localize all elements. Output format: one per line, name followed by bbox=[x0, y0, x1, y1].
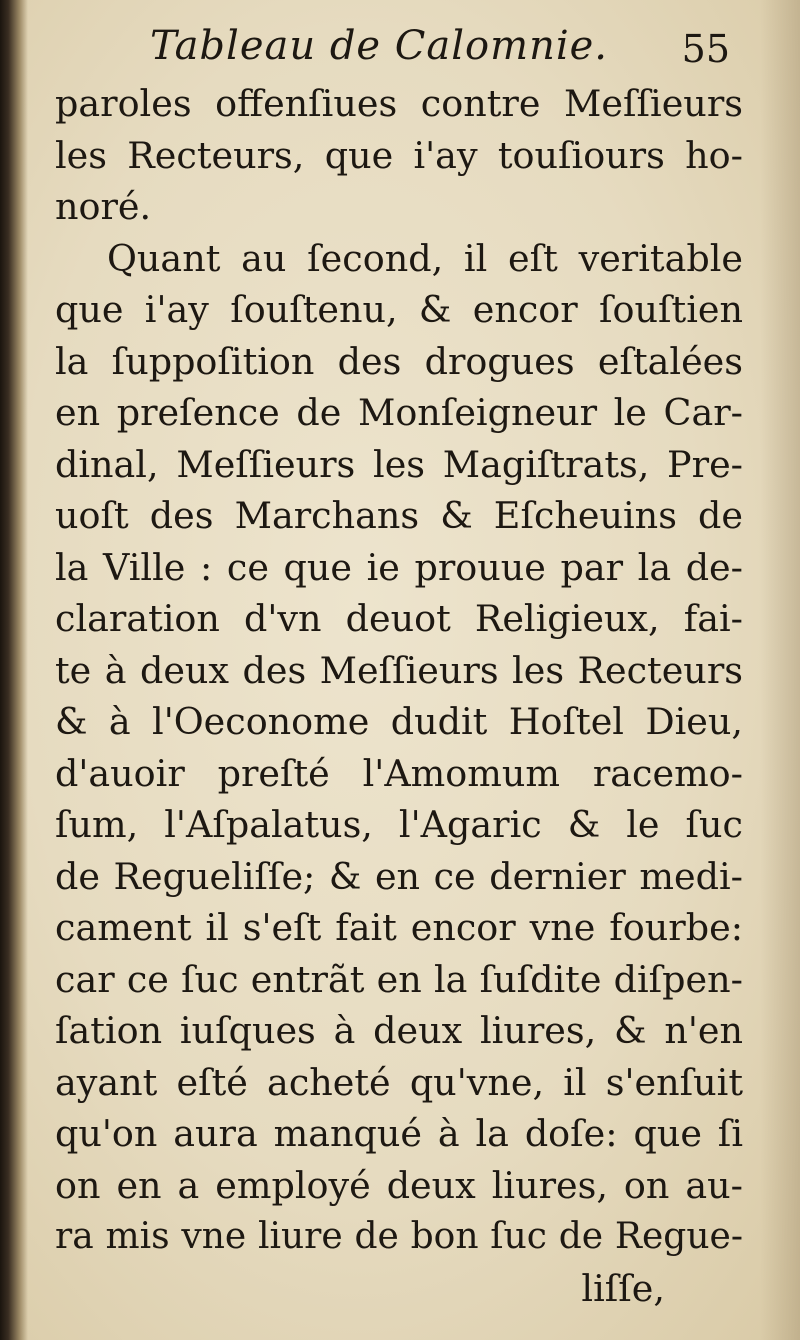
text-line: la ſuppoſition des drogues eſtalées bbox=[55, 339, 743, 383]
catchword: liſſe, bbox=[581, 1266, 665, 1310]
text-line: claration d'vn deuot Religieux, fai- bbox=[55, 597, 743, 640]
text-line: cament il s'eſt fait encor vne fourbe: bbox=[55, 906, 743, 949]
text-line: car ce ſuc entrãt en la ſuſdite diſpen- bbox=[55, 957, 743, 1001]
text-line: en preſence de Monſeigneur le Car- bbox=[55, 391, 743, 434]
text-line: on en a employé deux liures, on au- bbox=[55, 1163, 743, 1207]
text-line: ra mis vne liure de bon ſuc de Regue- bbox=[55, 1216, 743, 1257]
text-line: ſation iuſques à deux liures, & n'en bbox=[55, 1009, 743, 1052]
text-line: uoſt des Marchans & Eſcheuins de bbox=[55, 494, 743, 537]
body-text bbox=[55, 78, 743, 1314]
text-line: d'auoir preſté l'Amomum racemo- bbox=[55, 751, 743, 795]
page-header bbox=[60, 18, 740, 78]
text-line: les Recteurs, que i'ay touſiours ho- bbox=[55, 133, 743, 177]
text-line: paroles offenſiues contre Meſſieurs bbox=[55, 82, 743, 125]
text-line: de Regueliſſe; & en ce dernier medi- bbox=[55, 854, 743, 898]
text-line: dinal, Meſſieurs les Magiſtrats, Pre- bbox=[55, 442, 743, 486]
text-line: qu'on aura manqué à la doſe: que ſi bbox=[55, 1112, 743, 1155]
text-line: te à deux des Meſſieurs les Recteurs bbox=[55, 648, 743, 692]
text-line: & à l'Oeconome dudit Hoſtel Dieu, bbox=[55, 700, 743, 743]
text-line: que i'ay ſouſtenu, & encor ſouſtien bbox=[55, 288, 743, 331]
running-title: Tableau de Calomnie. bbox=[150, 23, 609, 69]
text-line: la Ville : ce que ie prouue par la de- bbox=[55, 545, 743, 589]
book-gutter-shadow bbox=[0, 0, 28, 1340]
text-line: ſum, l'Aſpalatus, l'Agaric & le ſuc bbox=[55, 803, 743, 846]
page-edge-shadow bbox=[760, 0, 800, 1340]
page-number: 55 bbox=[681, 27, 730, 71]
text-line: ayant eſté acheté qu'vne, il s'enſuit bbox=[55, 1060, 743, 1104]
text-line: Quant au ſecond, il eſt veritable bbox=[107, 236, 743, 280]
text-line: noré. bbox=[55, 185, 152, 228]
